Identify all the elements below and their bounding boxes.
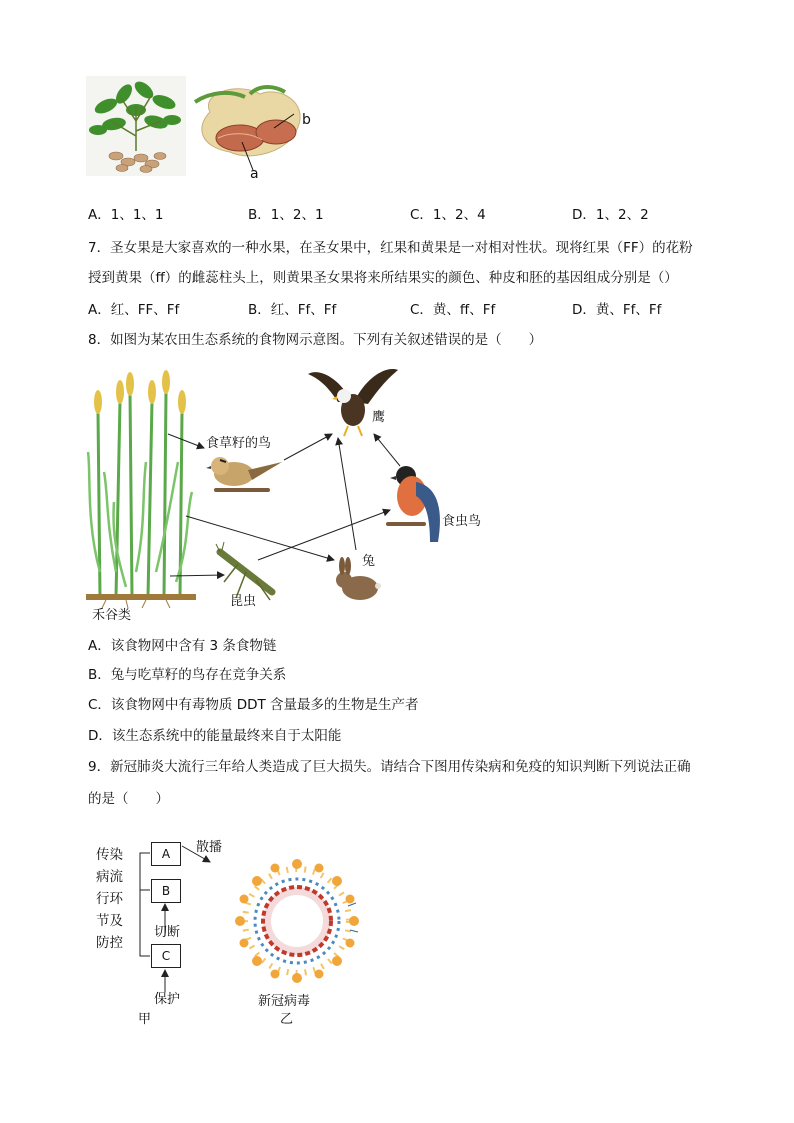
q7-option-d[interactable]: D．黄、Ff、Ff [572, 302, 662, 318]
food-web-arrows [86, 362, 506, 622]
peanut-figure [86, 76, 326, 186]
virus-name: 新冠病毒 [258, 994, 311, 1009]
q6-option-b[interactable]: B．1、2、1 [248, 207, 324, 223]
q9-stem-line2: 的是（ ） [88, 791, 169, 807]
epidemic-figure [96, 834, 396, 1034]
label-cut: 切断 [154, 925, 181, 940]
vertical-label-line1: 传染 [96, 847, 123, 863]
label-jia: 甲 [138, 1012, 152, 1027]
label-insect: 昆虫 [230, 594, 257, 609]
box-c: C [151, 944, 181, 968]
box-b: B [151, 879, 181, 903]
q8-stem: 8．如图为某农田生态系统的食物网示意图。下列有关叙述错误的是（ ） [88, 332, 543, 348]
q6-option-d[interactable]: D．1、2、2 [572, 207, 649, 223]
q8-option-a[interactable]: A．该食物网中含有 3 条食物链 [88, 638, 277, 654]
q6-option-c[interactable]: C．1、2、4 [410, 207, 486, 223]
food-web-figure [86, 362, 506, 622]
q6-option-a[interactable]: A．1、1、1 [88, 207, 164, 223]
vertical-label-line2: 病流 [96, 869, 123, 885]
peanut-plant-image [86, 76, 186, 176]
label-protect: 保护 [154, 992, 181, 1007]
box-a: A [151, 842, 181, 866]
q7-stem-line1: 7．圣女果是大家喜欢的一种水果，在圣女果中，红果和黄果是一对相对性状。现将红果（FF）的花粉 [88, 240, 693, 256]
label-grain: 禾谷类 [92, 608, 132, 623]
q7-stem-line2: 授到黄果（ff）的雌蕊柱头上，则黄果圣女果将来所结果实的颜色、种皮和胚的基因组成分别是（） [88, 270, 678, 286]
label-spread: 散播 [196, 840, 223, 855]
q9-stem-line1: 9．新冠肺炎大流行三年给人类造成了巨大损失。请结合下图用传染病和免疫的知识判断下列说法正确 [88, 759, 691, 775]
q8-option-b[interactable]: B．兔与吃草籽的鸟存在竞争关系 [88, 667, 287, 683]
q7-option-b[interactable]: B．红、Ff、Ff [248, 302, 337, 318]
label-insect-bird: 食虫鸟 [442, 514, 482, 529]
coronavirus-image [232, 856, 362, 986]
label-b: b [302, 112, 311, 128]
q8-option-d[interactable]: D．该生态系统中的能量最终来自于太阳能 [88, 728, 342, 744]
label-yi: 乙 [280, 1012, 294, 1027]
q8-option-c[interactable]: C．该食物网中有毒物质 DDT 含量最多的生物是生产者 [88, 697, 419, 713]
vertical-label-line5: 防控 [96, 935, 123, 951]
q7-option-a[interactable]: A．红、FF、Ff [88, 302, 180, 318]
q7-option-c[interactable]: C．黄、ff、Ff [410, 302, 496, 318]
vertical-label-line3: 行环 [96, 891, 123, 907]
label-rabbit: 兔 [362, 554, 376, 569]
label-seed-bird: 食草籽的鸟 [206, 436, 272, 451]
vertical-label-line4: 节及 [96, 913, 123, 929]
label-eagle: 鹰 [372, 410, 386, 425]
label-a: a [250, 166, 259, 182]
